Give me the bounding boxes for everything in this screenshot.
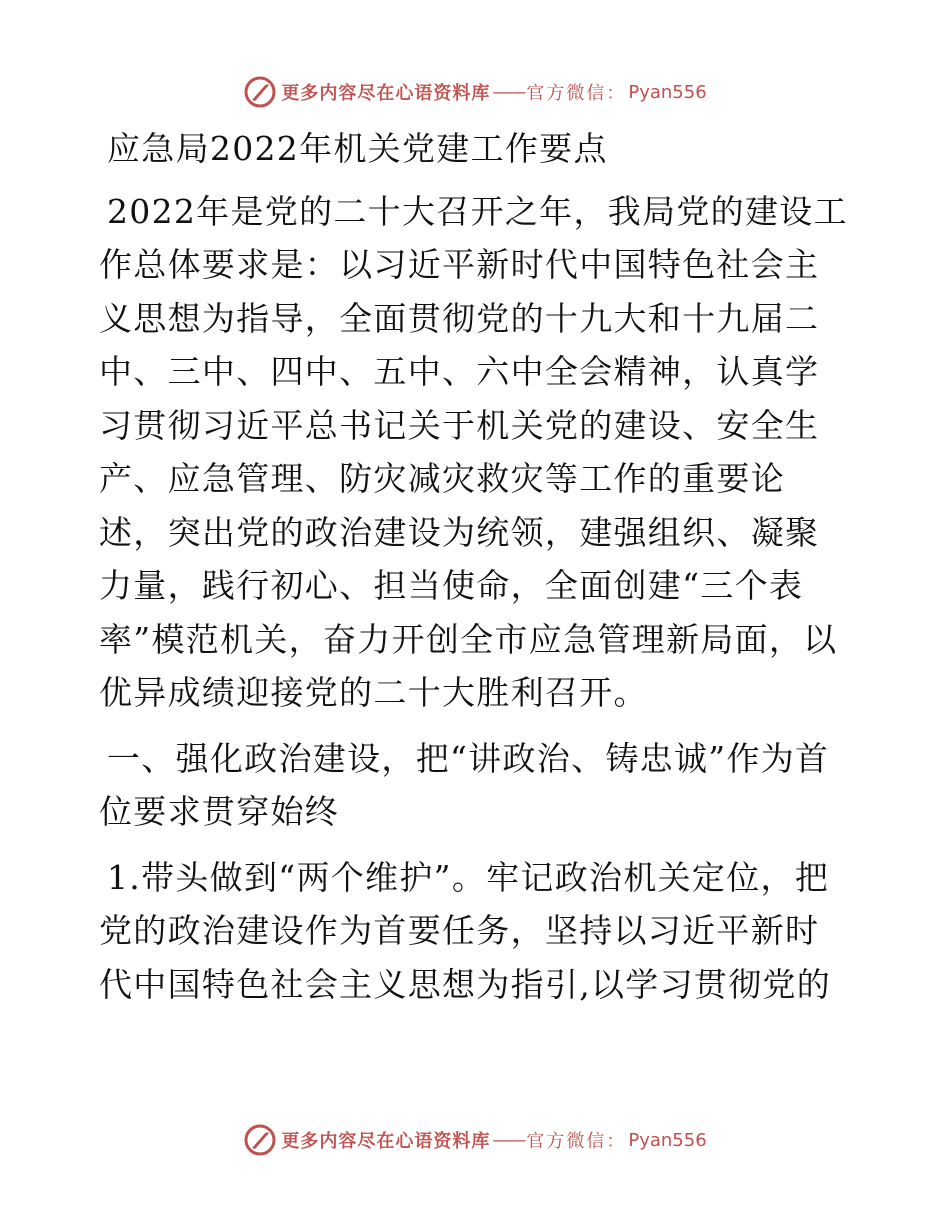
banner-wechat-label: 官方微信： bbox=[526, 83, 627, 104]
watermark-banner-top bbox=[0, 72, 950, 112]
banner-wechat-id: Pyan556 bbox=[628, 81, 707, 103]
feather-pen-logo-icon bbox=[243, 75, 277, 109]
intro-paragraph: 2022年是党的二十大召开之年，我局党的建设工作总体要求是：以习近平新时代中国特色社会主义思想为指导，全面贯彻党的十九大和十九届二中、三中、四中、五中、六中全会精神，认真学习贯彻习近平总书记关于机关党的建设、安全生产、应急管理、防灾减灾救灾等工作的重要论述，突出党的政治建设为统领，建强组织、凝聚力量，践行初心、担当使命，全面创建“三个表率”模范机关，奋力开创全市应急管理新局面，以优异成绩迎接党的二十大胜利召开。 bbox=[99, 191, 848, 712]
banner-wechat-id: Pyan556 bbox=[628, 1129, 707, 1151]
banner-dash: —— bbox=[492, 81, 525, 103]
item-paragraph-1: 1.带头做到“两个维护”。牢记政治机关定位，把党的政治建设作为首要任务，坚持以习近平新时代中国特色社会主义思想为指引,以学习贯彻党的 bbox=[99, 857, 832, 1004]
section-heading-1: 一、强化政治建设，把“讲政治、铸忠诚”作为首位要求贯穿始终 bbox=[99, 738, 830, 831]
document-title: 应急局2022年机关党建工作要点 bbox=[107, 129, 608, 168]
document-body bbox=[99, 122, 849, 1023]
banner-brand-text: 更多内容尽在心语资料库 bbox=[281, 1131, 491, 1152]
banner-brand-text: 更多内容尽在心语资料库 bbox=[281, 83, 491, 104]
watermark-banner-bottom bbox=[0, 1120, 950, 1160]
banner-dash: —— bbox=[492, 1129, 525, 1151]
banner-wechat-label: 官方微信： bbox=[526, 1131, 627, 1152]
feather-pen-logo-icon bbox=[243, 1123, 277, 1157]
